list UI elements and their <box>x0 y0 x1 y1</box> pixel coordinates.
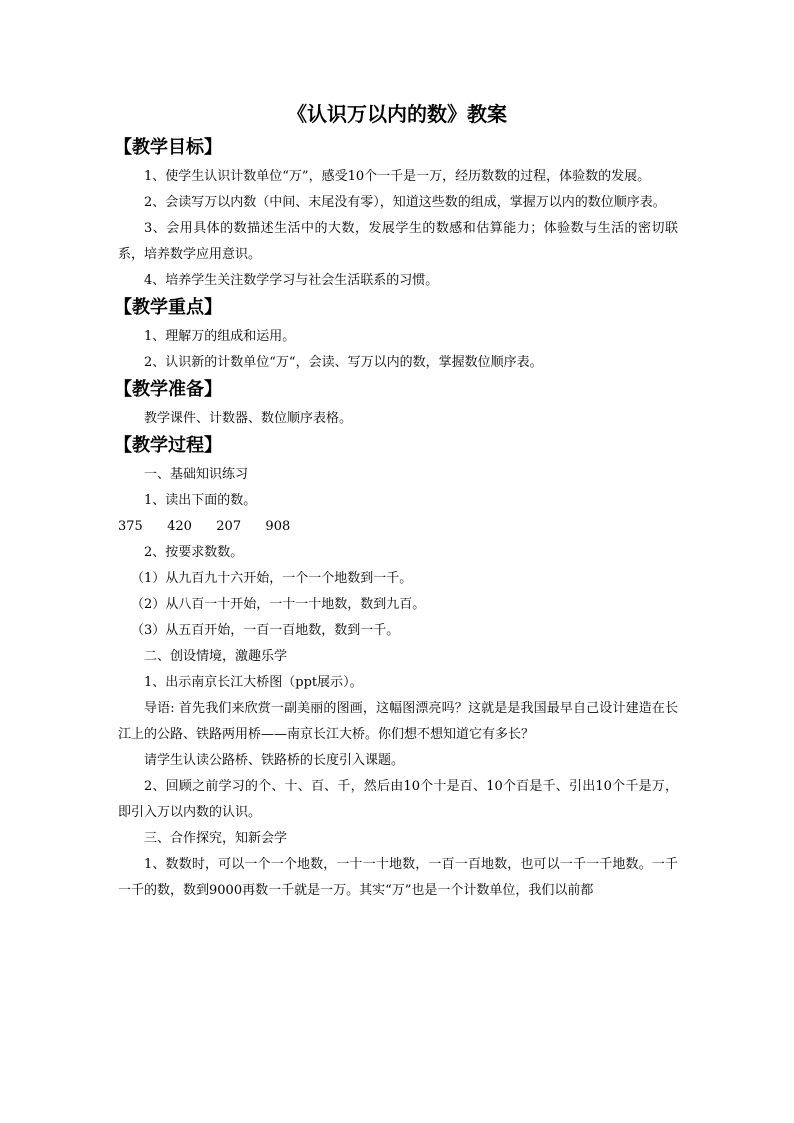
number-list <box>118 514 678 540</box>
key-point-item: 1、理解万的组成和运用。 <box>144 329 296 344</box>
process-paragraph: 导语: 首先我们来欣赏一副美丽的图画，这幅图漂亮吗？这就是是我国最早自己设计建造在长江上的公路、铁路两用桥——南京长江大桥。你们想不想知道它有多长？ <box>118 701 678 742</box>
process-paragraph: 请学生认读公路桥、铁路桥的长度引入课题。 <box>144 753 405 768</box>
goal-item: 4、培养学生关注数学学习与社会生活联系的习惯。 <box>144 273 439 288</box>
heading-key-points: 【教学重点】 <box>114 297 222 318</box>
process-paragraph: 一、基础知识练习 <box>144 467 249 482</box>
process-paragraph: 1、出示南京长江大桥图（ppt展示）。 <box>144 675 363 690</box>
page-title: 《认识万以内的数》教案 <box>287 102 507 126</box>
heading-prep: 【教学准备】 <box>114 379 222 400</box>
key-point-item: 2、认识新的计数单位“万“，会读、写万以内的数，掌握数位顺序表。 <box>144 355 543 370</box>
process-paragraph: 2、按要求数数。 <box>144 545 244 560</box>
process-paragraph: 二、创设情境，激趣乐学 <box>144 649 288 664</box>
process-paragraph: （2）从八百一十开始，一十一十地数，数到九百。 <box>131 597 426 612</box>
goal-item: 2、会读写万以内数（中间、末尾没有零），知道这些数的组成，掌握万以内的数位顺序表。 <box>144 195 666 210</box>
process-paragraph: 1、数数时，可以一个一个地数，一十一十地数，一百一百地数，也可以一千一千地数。一千一千的数，数到9000再数一千就是一万。其实“万”也是一个计数单位，我们以前都 <box>118 857 678 898</box>
document-body <box>114 134 678 904</box>
number-item: 375 <box>118 519 143 534</box>
process-paragraph: 三、合作探究，知新会学 <box>144 831 288 846</box>
process-paragraph: （3）从五百开始，一百一百地数，数到一千。 <box>131 623 400 638</box>
heading-process: 【教学过程】 <box>114 435 222 456</box>
process-paragraph: 1、读出下面的数。 <box>144 493 257 508</box>
process-paragraph: 2、回顾之前学习的个、十、百、千，然后由10个十是百、10个百是千、引出10个千是万，即引入万以内数的认识。 <box>118 779 678 820</box>
number-item: 420 <box>167 519 192 534</box>
process-paragraph: （1）从九百九十六开始，一个一个地数到一千。 <box>131 571 413 586</box>
goal-item: 1、使学生认识计数单位“万”，感受10个一千是一万，经历数数的过程，体验数的发展。 <box>144 169 651 184</box>
prep-item: 教学课件、计数器、数位顺序表格。 <box>144 411 353 426</box>
number-item: 207 <box>216 519 242 534</box>
heading-goals: 【教学目标】 <box>114 137 222 158</box>
number-item: 908 <box>265 519 291 534</box>
goal-item: 3、会用具体的数描述生活中的大数，发展学生的数感和估算能力；体验数与生活的密切联系，培养数学应用意识。 <box>118 221 678 262</box>
